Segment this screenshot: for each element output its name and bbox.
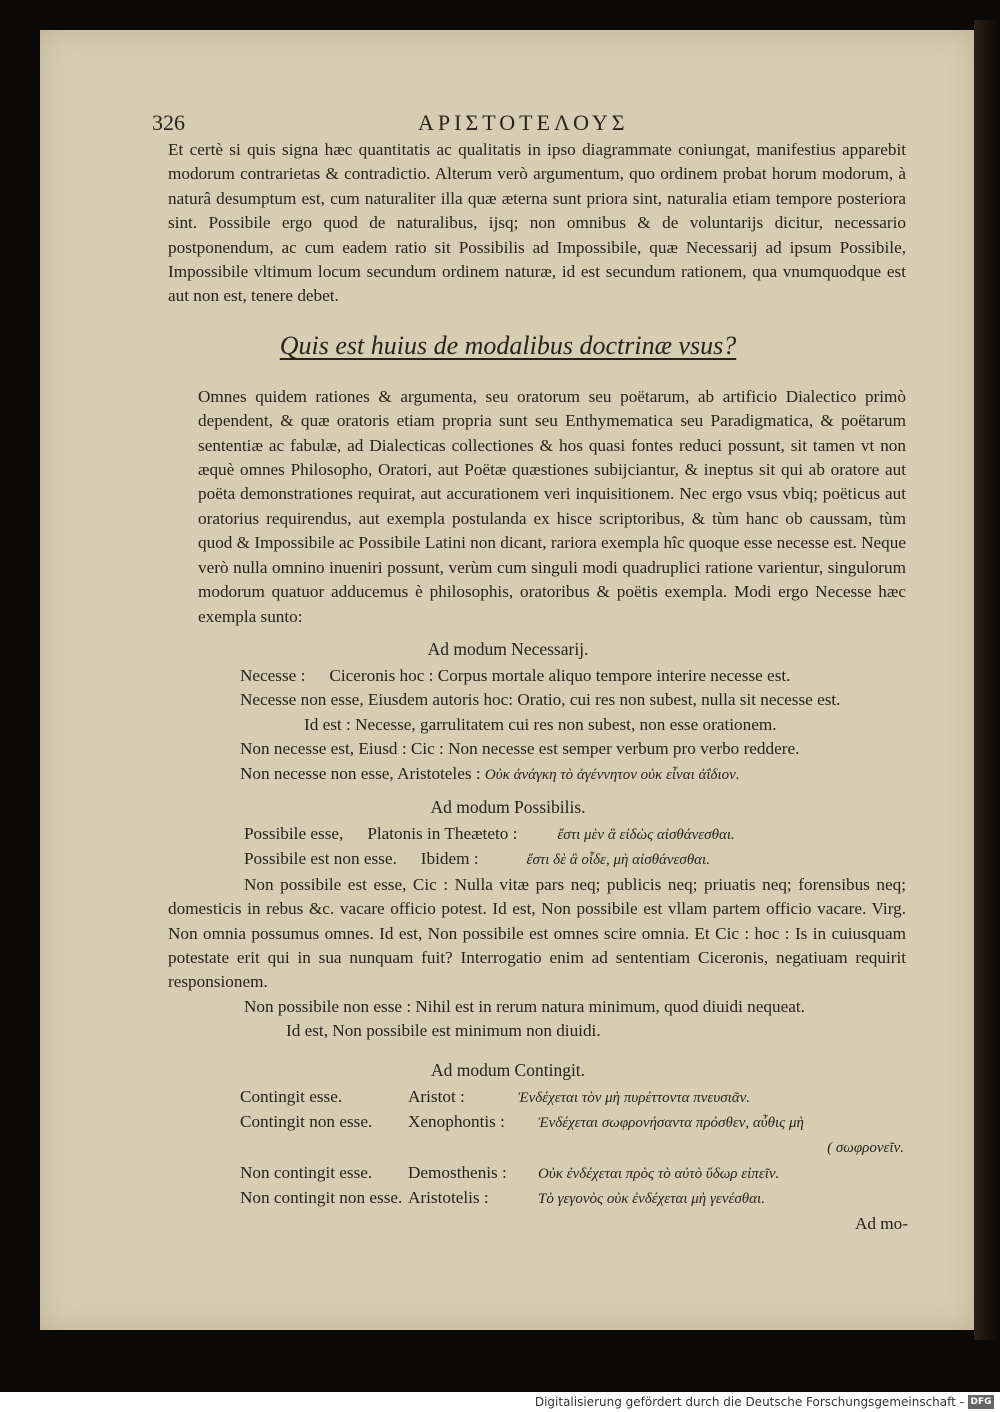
section-title-possibilis: Ad modum Possibilis.: [430, 796, 586, 817]
running-head: ΑΡΙΣΤΟΤΕΛΟΥΣ: [418, 110, 629, 135]
greek-quote: Ἐνδέχεται σωφρονήσαντα πρόσθεν, αὖθις μὴ: [538, 1115, 804, 1131]
example-text: Aristotelis :: [408, 1188, 489, 1208]
example-line: [244, 847, 908, 872]
example-line: Id est, Non possibile est minimum non diuidi.: [286, 1021, 601, 1041]
example-line: [240, 1186, 908, 1211]
example-label: Id est :: [304, 714, 351, 734]
page-header: [108, 100, 908, 138]
page-number: 326: [152, 110, 185, 135]
example-line: [240, 1110, 908, 1135]
example-line: [108, 1135, 904, 1160]
example-text: Eiusdem autoris hoc: Oratio, cui res non subest, nulla sit necesse est.: [367, 690, 841, 710]
example-label: Non necesse non esse,: [240, 763, 394, 783]
example-label: Necesse :: [240, 665, 306, 685]
section-title-necessarij: Ad modum Necessarij.: [427, 638, 589, 659]
example-label: Non necesse est,: [240, 739, 355, 759]
example-text: Platonis in Theæteto :: [367, 823, 518, 843]
book-edge: [974, 20, 1000, 1340]
example-label: Contingit esse.: [240, 1086, 343, 1106]
example-line: [244, 822, 908, 847]
example-text: Ciceronis hoc : Corpus mortale aliquo tempore interire necesse est.: [329, 665, 791, 685]
greek-quote: Τὸ γεγονὸς οὐκ ἐνδέχεται μὴ γενέσθαι.: [538, 1191, 765, 1208]
dfg-logo-icon: DFG: [968, 1395, 994, 1409]
greek-quote: Οὐκ ἐνδέχεται πρὸς τὸ αὐτὸ ὕδωρ εἰπεῖν.: [538, 1165, 780, 1182]
example-text: Aristot :: [408, 1086, 465, 1106]
example-label: Possibile esse,: [244, 823, 344, 843]
greek-quote: ἔστι μὲν ἃ εἰδὼς αἰσθάνεσθαι.: [557, 826, 735, 843]
greek-quote: Οὐκ ἀνάγκη τὸ ἀγέννητον οὐκ εἶναι ἀΐδιον.: [484, 766, 740, 783]
example-label: Non contingit non esse.: [240, 1188, 403, 1208]
example-text: Xenophontis :: [408, 1112, 505, 1131]
example-line: [240, 737, 908, 761]
example-text: Ibidem :: [420, 849, 479, 869]
example-line: [240, 1085, 908, 1110]
example-label: Necesse non esse,: [240, 690, 364, 710]
example-line: [240, 1161, 908, 1186]
page-content: [108, 100, 908, 1236]
paragraph-1: Et certè si quis signa hæc quantitatis ac qualitatis in ipso diagrammate coniungat, manifestius apparebit modorum contrarietas & contradictio. Alterum verò argumentum, quo ordinem probat horum modorum, à naturâ desumptum est, cum naturaliter illa quæ æterna sunt priora sint, naturalia etiam tempore posteriora sint. Possibile ergo quod de naturalibus, ijsq; non omnibus & de voluntarijs dicitur, necessario postponendum, ac cum eadem ratio sit Possibilis ad Impossibile, quæ Necessarij ad ipsum Possibile, Impossibile vltimum locum secundum ordinem naturæ, id est secundum rationem, qua vnumquodque est aut non est, tenere debet.: [168, 140, 906, 306]
greek-quote: ἔστι δὲ ἃ οἶδε, μὴ αἰσθάνεσθαι.: [526, 852, 710, 869]
example-line: [240, 688, 908, 712]
example-label: Possibile est non esse.: [244, 849, 397, 869]
possibilis-paragraph: Non possibile est esse, Cic : Nulla vitæ pars neq; publicis neq; priuatis neq; forensibus neq; domesticis in rebus &c. vacare officio potest. Id est, Non possibile est vllam partem officio vacare. Virg. Non omnia possumus omnes. Id est, Non possibile est omnes scire omnia. Et Cic : hoc : Is in cuiusquam potestate erit qui in sua nunquam fuit? Interrogatio enim ad sententiam Ciceronis, negatiuam requirit responsionem.: [168, 874, 906, 992]
example-text: Nihil est in rerum natura minimum, quod diuidi nequeat.: [415, 996, 805, 1016]
greek-quote: Ἐνδέχεται τὸν μὴ πυρέττοντα πνευσιᾶν.: [518, 1089, 751, 1106]
paragraph-2: Omnes quidem rationes & argumenta, seu oratorum seu poëtarum, ab artificio Dialectico primò dependent, & quæ oratoris etiam propria sunt seu Enthymematica seu Paradigmatica, & poëtarum sententiæ ac fabulæ, ad Dialecticas collectiones & hos quasi fontes reduci possunt, sit tamen vt non æquè omnes Philosopho, Oratori, aut Poëtæ quæstiones subijciantur, & ineptus sit qui ab oratore aut poëta demonstrationes requirat, aut accurationem veri inquisitionem. Nec ergo vsus vbiq; poëticus aut oratorius requirendus, aut exempla postulanda ex hisce scriptoribus, & tùm hanc ob caussam, tùm quod & Impossibile ac Possibile Latini non dicant, rariora exempla hîc quoque esse necesse est. Neque verò nulla omnino inueniri possunt, verùm cum singuli modi quadruplici ratione varientur, singulorum modorum quatuor adducemus è philosophis, oratoribus & poëtis exempla. Modi ergo Necesse hæc exempla sunto:: [198, 386, 906, 626]
example-label: Non contingit esse.: [240, 1162, 373, 1182]
example-text: Aristoteles :: [397, 763, 481, 783]
digitization-credit: Digitalisierung gefördert durch die Deutsche Forschungsgemeinschaft -: [534, 1395, 964, 1409]
example-line: [244, 995, 908, 1019]
section-heading: Quis est huius de modalibus doctrinæ vsus?: [279, 330, 737, 360]
section-title-contingit: Ad modum Contingit.: [430, 1059, 586, 1080]
example-line: [240, 762, 908, 787]
example-text: Necesse, garrulitatem cui res non subest, non esse orationem.: [355, 714, 777, 734]
example-text: Eiusd : Cic : Non necesse est semper verbum pro verbo reddere.: [358, 739, 800, 759]
example-label: Non possibile non esse :: [244, 996, 412, 1016]
example-text: Demosthenis :: [408, 1162, 507, 1182]
catchword: Ad mo-: [855, 1213, 908, 1233]
greek-quote: ( σωφρονεῖν.: [827, 1140, 904, 1157]
example-line: [240, 664, 908, 688]
example-label: Contingit non esse.: [240, 1112, 373, 1131]
example-line: [304, 713, 908, 737]
